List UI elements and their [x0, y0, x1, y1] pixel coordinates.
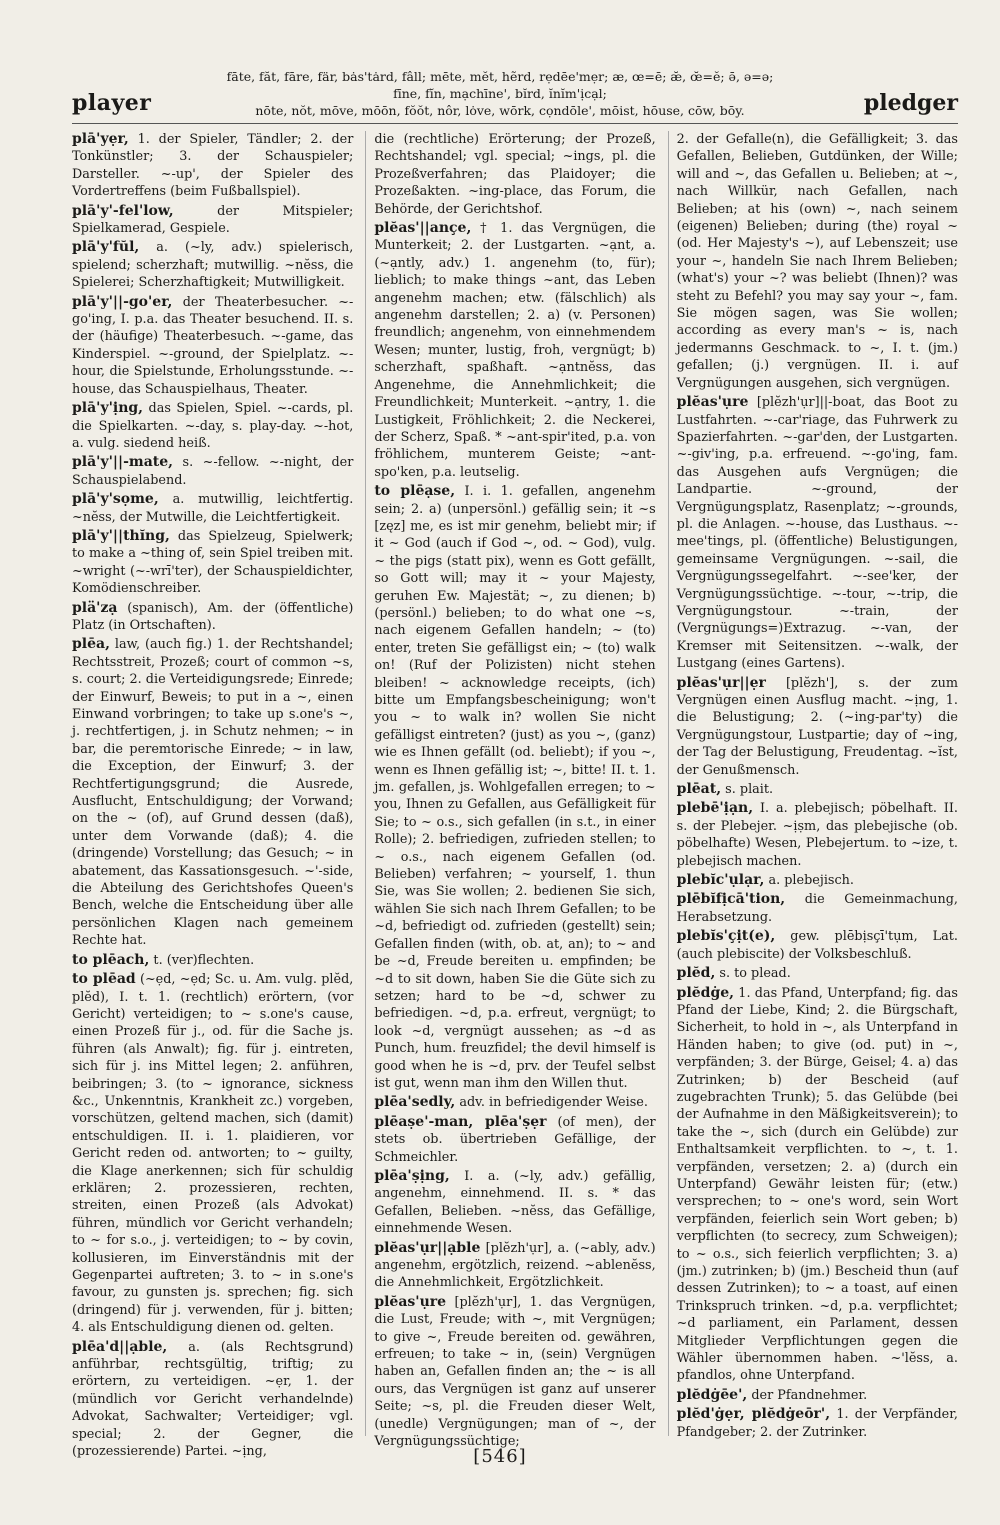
column-3	[668, 131, 958, 1440]
entry-definition: (~ẹd, ~ẹd; Sc. u. Am. vulg. plĕd, plĕd), I. t. 1. (rechtlich) erörtern, (vor Gericht) verteidigen; to ~ s.one's cause, einen Prozeß für j., od. für die Sache js. führen (als Anwalt); fig. für j. eintreten, sich für j. ins Mittel legen; 2. anführen, beibringen; 3. (to ~ ignorance, sickness &c., Unkenntnis, Krankheit zc.) vorgeben, vorschützen, geltend machen, sich (damit) entschuldigen. II. i. 1. plaidieren, vor Gericht reden od. antworten; to ~ guilty, die Klage anerkennen; sich für schuldig erklären; 2. prozessieren, rechten, streiten, einen Prozeß (als Advokat) führen, mündlich vor Gericht verhandeln; to ~ for s.o., j. verteidigen; to ~ by covin, kollusieren, im Einverständnis mit der Gegenpartei auftreten; 3. to ~ in s.one's favour, zu gunsten js. sprechen; fig. sich (dringend) für j. verwenden, für j. bitten; 4. als Entschuldigung dienen od. gelten.	[72, 972, 354, 1336]
entry-headword: plēa'ṣịng,	[374, 1167, 450, 1184]
dictionary-entry	[677, 965, 958, 982]
entry-headword: plĕdġēe',	[676, 1386, 748, 1403]
dictionary-entry	[677, 394, 958, 673]
entry-definition: der Pfandnehmer.	[751, 1387, 868, 1403]
dictionary-entry	[374, 1094, 655, 1111]
entry-definition: law, (auch fig.) 1. der Rechtshandel; Rechtsstreit, Prozeß; court of common ~s, s. court; 2. die Verteidigungsrede; Einrede; der Einwurf, Beweis; to put in a ~, einen Einwand vorbringen; to take up s.one's ~, j. rechtfertigen, j. in Schutz nehmen; ~ in bar, die peremtorische Einrede; ~ in law, die Exception, der Einwurf; 3. der Rechtfertigungsgrund; die Ausrede, Ausflucht, Entschuldigung; der Vorwand; on the ~ (of), auf Grund dessen (daß), unter dem Vorwande (daß); 4. die (dringende) Vorstellung; das Gesuch; ~ in abatement, das Kassationsgesuch. ~'-side, die Abteilung des Gerichtshofes Queen's Bench, welche die Entscheidung über alle persönlichen Klagen nach gemeinem Rechte hat.	[72, 637, 354, 949]
entry-headword: plā'y'||thĭng,	[72, 527, 170, 544]
dictionary-entry	[374, 483, 655, 1092]
entry-headword: to plēad	[72, 971, 136, 988]
entry-definition: s. plait.	[725, 782, 774, 798]
dictionary-entry	[72, 636, 353, 949]
dictionary-entry	[72, 454, 353, 489]
entry-definition: das Spielen, Spiel. ~-cards, pl. die Spielkarten. ~-day, s. play-day. ~-hot, a. vulg. siedend heiß.	[72, 401, 354, 451]
entry-headword: to plēach,	[72, 951, 150, 968]
entry-definition: I. i. 1. gefallen, angenehm sein; 2. a) (unpersönl.) gefällig sein; it ~s [zęz] me, es ist mir genehm, beliebt mir; if it ~ God (auch if God ~, od. ~ God), vulg. ~ the pigs (statt pix), wenn es Gott gefällt, so Gott will; may it ~ your Majesty, geruhen Ew. Majestät; ~, zu dienen; b) (persönl.) belieben; to do what one ~s, nach eigenem Gefallen handeln; ~ (to) enter, treten Sie gefälligst ein; ~ (to) walk on! (Ruf der Polizisten) nicht stehen bleiben! ~ acknowledge receipts, (ich) bitte um Empfangsbescheinigung; won't you ~ to walk in? wollen Sie nicht gefälligst eintreten? (just) as you ~, (ganz) wie es Ihnen gefällt (od. beliebt); if you ~, wenn es Ihnen gefällig ist; ~, bitte! II. t. 1. jm. gefallen, js. Wohlgefallen erregen; to ~ you, Ihnen zu Gefallen, aus Gefälligkeit für Sie; to ~ o.s., sich gefallen (in s.t., in einer Rolle); 2. befriedigen, zufrieden stellen; to ~ o.s., nach eigenem Gefallen (od. Belieben) verfahren; ~ yourself, 1. thun Sie, was Sie wollen; 2. bedienen Sie sich, wählen Sie sich nach Ihrem Gefallen; to be ~d, befriedigt od. zufrieden (gestellt) sein; Gefallen finden (with, ob. at, an); to ~ and be ~d, Freude bereiten u. empfinden; be ~d to sit down, haben Sie die Güte sich zu setzen; hard to be ~d, schwer zu befriedigen. ~d, p.a. erfreut, vergnügt; to look ~d, vergnügt aussehen; as ~d as Punch, hum. freuzfidel; the devil himself is good when he is ~d, prv. der Teufel selbst ist gut, wenn man ihm den Willen thut.	[374, 484, 656, 1091]
entry-headword: plēa,	[72, 636, 110, 653]
entry-definition: 1. der Verpfänder, Pfandgeber; 2. der Zutrinker.	[676, 1407, 958, 1440]
dictionary-entry	[72, 952, 353, 969]
entry-headword: plā'y'||-go'er,	[72, 293, 173, 310]
header-rule	[72, 123, 958, 124]
entry-headword: plĕas'ụre	[676, 394, 749, 411]
entry-definition: I. a. plebejisch; pöbelhaft. II. s. der Plebejer. ~ịṣm, das plebejische (ob. pöbelhafte) Wesen, Plebejertum. to ~ize, t. plebejisch machen.	[676, 801, 958, 869]
dictionary-entry	[677, 131, 958, 392]
entry-headword: plēat,	[676, 781, 722, 798]
dictionary-entry	[677, 872, 958, 889]
dictionary-entry	[677, 781, 958, 798]
dictionary-entry	[72, 528, 353, 598]
dictionary-entry	[677, 891, 958, 926]
column-2	[365, 131, 656, 1450]
entry-headword: plĕas'ụr||ạble	[374, 1239, 481, 1256]
entry-definition: [plĕzh'], s. der zum Vergnügen einen Ausflug macht. ~ịng, 1. die Belustigung; 2. (~ing-par'ty) die Vergnügungstour, Lustpartie; day of ~ing, der Tag der Belustigung, Freudentag. ~ĭst, der Genußmensch.	[676, 675, 958, 778]
dictionary-entry	[677, 675, 958, 779]
entry-headword: plēaṣe'-man, plēa'ṣẹr	[374, 1113, 547, 1130]
entry-definition: der Theaterbesucher. ~-go'ing, I. p.a. das Theater besuchend. II. s. der (häufige) Theaterbesuch. ~-game, das Kinderspiel. ~-ground, der Spielplatz. ~-hour, die Spielstunde, Erholungsstunde. ~-house, das Schauspielhaus, Theater.	[72, 294, 354, 397]
entry-definition: a. (~ly, adv.) spielerisch, spielend; scherzhaft; mutwillig. ~nĕss, die Spielerei; Scherzhaftigkeit; Mutwilligkeit.	[72, 240, 354, 291]
dictionary-entry	[72, 1339, 353, 1461]
entry-definition: I. a. (~ly, adv.) gefällig, angenehm, einnehmend. II. s. * das Gefallen, Belieben. ~nĕss, das Gefällige, einnehmende Wesen.	[374, 1168, 656, 1237]
entry-definition: a. plebejisch.	[768, 873, 854, 889]
entry-definition: der Mitspieler; Spielkamerad, Gespiele.	[72, 203, 354, 237]
entry-headword: plebē'ịạn,	[676, 800, 754, 817]
entry-headword: plebĭs'çịt(e),	[676, 928, 776, 945]
entry-definition: (of men), der stets ob. übertrieben Gefällige, der Schmeichler.	[374, 1114, 656, 1165]
entry-headword: plā'yẹr,	[72, 131, 129, 147]
entry-headword: plā'y'fŭl,	[72, 239, 140, 256]
dictionary-entry	[72, 971, 353, 1337]
dictionary-entry	[72, 239, 353, 291]
entry-definition: s. ~-fellow. ~-night, der Schauspielabend.	[72, 455, 354, 488]
entry-headword: plā'y'ịng,	[72, 400, 144, 417]
entry-definition: 2. der Gefalle(n), die Gefälligkeit; 3. das Gefallen, Belieben, Gutdünken, der Wille; will and ~, das Gefallen u. Belieben; at ~, nach Willkür, nach Gefallen, nach Belieben; at his (own) ~, nach seinem (eigenen) Belieben; during (the) royal ~ (od. Her Majesty's ~), auf Lebenszeit; use your ~, handeln Sie nach Ihrem Belieben; (what's) your ~? was beliebt (Ihnen)? was steht zu Befehl? you may say your ~, fam. Sie mögen sagen, was Sie wollen; according as every man's ~ is, nach jedermanns Geschmack. to ~, I. t. (jm.) gefallen; (j.) vergnügen. II. i. auf Vergnügungen ausgehen, sich vergnügen.	[676, 132, 958, 391]
right-guide-word: pledger	[863, 90, 958, 116]
dictionary-entry	[72, 491, 353, 526]
entry-definition: adv. in befriedigender Weise.	[459, 1095, 648, 1111]
entry-headword: plĕas'ụre	[374, 1293, 447, 1310]
entry-headword: to plēạse,	[374, 483, 456, 500]
entry-headword: plā'y'sọme,	[72, 491, 159, 508]
entry-definition: [plĕzh'ụr], a. (~ably, adv.) angenehm, ergötzlich, reizend. ~ablenĕss, die Annehmlichkeit, Ergötzlichkeit.	[374, 1240, 656, 1291]
dictionary-entry	[374, 1168, 655, 1238]
entry-definition: die (rechtliche) Erörterung; der Prozeß, Rechtshandel; vgl. special; ~ings, pl. die Prozeßverfahren; das Plaidoyer; die Prozeßakten. ~ing-place, das Forum, die Behörde, der Gerichtshof.	[374, 132, 656, 217]
entry-headword: plä'zạ	[72, 599, 118, 616]
entry-definition: 1. das Pfand, Unterpfand; fig. das Pfand der Liebe, Kind; 2. die Bürgschaft, Sicherheit, to hold in ~, als Unterpfand in Händen haben; to give (od. put) in ~, verpfänden; 3. der Bürge, Geisel; 4. a) das Zutrinken; b) der Bescheid (auf zugebrachten Trunk); 5. das Gelübde (bei der Aufnahme in den Mäßigkeitsverein); to take the ~, sich (durch ein Gelübde) zur Enthaltsamkeit verpflichten. to ~, t. 1. verpfänden, versetzen; 2. a) (durch ein Unterpfand) Gewähr leisten für; (etw.) versprechen; to ~ one's word, sein Wort verpfänden, feierlich sein Wort geben; b) verpflichten (to secrecy, zum Schweigen); to ~ o.s., sich feierlich verpflichten; 3. a) (jm.) zutrinken; b) (jm.) Bescheid thun (auf dessen Zutrinken); to ~ a toast, auf einen Trinkspruch trinken. ~d, p.a. verpflichtet; ~d parliament, ein Parlament, dessen Mitglieder Verpflichtungen gegen die Wähler übernommen haben. ~'lĕss, a. pfandlos, ohne Unterpfand.	[676, 985, 958, 1384]
entry-headword: plĕdġe,	[676, 984, 735, 1001]
page-number: [546]	[473, 1446, 527, 1467]
dictionary-entry	[374, 1294, 655, 1451]
entry-definition: s. to plead.	[719, 966, 791, 982]
page-header	[0, 60, 1000, 130]
dictionary-entry	[677, 1406, 958, 1441]
entry-headword: plĕas'ụr||ẹr	[676, 674, 766, 691]
dictionary-entry	[72, 131, 353, 201]
dictionary-entry	[72, 600, 353, 635]
pronunciation-key	[200, 68, 800, 119]
entry-definition: † 1. das Vergnügen, die Munterkeit; 2. der Lustgarten. ~ạnt, a. (~ạntly, adv.) 1. angenehm (to, für); lieblich; to make things ~ant, das Leben angenehm machen; etw. (fälschlich) als angenehm darstellen; 2. a) (v. Personen) freundlich; angenehm, von einnehmendem Wesen; munter, lustig, froh, vergnügt; b) scherzhaft, spaßhaft. ~ạntnĕss, das Angenehme, die Annehmlichkeit; die Freundlichkeit; Munterkeit. ~ạntry, 1. die Lustigkeit, Fröhlichkeit; 2. die Neckerei, der Scherz, Spaß. * ~ant-spir'ited, p.a. von fröhlichem, munterem Geiste; ~ant-spo'ken, p.a. leutselig.	[374, 221, 656, 480]
entry-definition: a. (als Rechtsgrund) anführbar, rechtsgültig, triftig; zu erörtern, zu verteidigen. ~ẹr, 1. der (mündlich vor Gericht verhandelnde) Advokat, Sachwalter; Verteidiger; vgl. special; 2. der Gegner, die (prozessierende) Partei. ~ịng,	[72, 1339, 354, 1460]
entry-headword: plēa'sedly,	[374, 1094, 456, 1111]
entry-headword: plebĭc'ụlạr,	[676, 872, 765, 889]
entry-headword: plēbĭfịcā'tion,	[676, 891, 786, 908]
entry-headword: plēa'd||ạble,	[72, 1338, 168, 1355]
dictionary-entry	[374, 1240, 655, 1292]
dictionary-entry	[677, 928, 958, 963]
entry-definition: das Spielzeug, Spielwerk; to make a ~thing of, sein Spiel treiben mit. ~wright (~-wrī'ter), der Schauspieldichter, Komödienschreiber.	[72, 528, 354, 597]
dictionary-entry	[677, 1387, 958, 1404]
dictionary-entry	[677, 985, 958, 1385]
entry-definition: t. (ver)flechten.	[153, 952, 255, 968]
entry-headword: plĕd'ġẹr, plĕdġeōr',	[676, 1406, 831, 1423]
dictionary-entry	[677, 800, 958, 870]
entry-headword: plĕd,	[676, 965, 716, 982]
entry-headword: plĕas'||ançe,	[374, 220, 472, 237]
entry-definition: (spanisch), Am. der (öffentliche) Platz (in Ortschaften).	[72, 600, 354, 633]
pronunciation-key-line: nōte, nŏt, mōve, mōōn, fŏŏt, nôr, lȯve, wōrk, cọndōle', mōist, hōuse, cōw, bōy.	[255, 103, 745, 118]
entry-definition: [plĕzh'ụr]||-boat, das Boot zu Lustfahrten. ~-car'riage, das Fuhrwerk zu Spazierfahrten. ~-gar'den, der Lustgarten. ~-giv'ing, p.a. erfreuend. ~-go'ing, fam. das Ausgehen aufs Vergnügen; die Landpartie. ~-ground, der Vergnügungsplatz, Rasenplatz; ~-grounds, pl. die Anlagen. ~-house, das Lusthaus. ~-mee'tings, pl. (öffentliche) Belustigungen, gemeinsame Vergnügungen. ~-sail, die Vergnügungssegelfahrt. ~-see'ker, der Vergnügungssüchtige. ~-tour, ~-trip, die Vergnügungstour. ~-train, der (Vergnügungs=)Extrazug. ~-van, der Kremser mit Seitensitzen. ~-walk, der Lustgang (eines Gartens).	[676, 395, 958, 672]
dictionary-entry	[374, 131, 655, 218]
pronunciation-key-line: fīne, fĭn, mạchīne', bĭrd, ĭnĭm'ịcạl;	[393, 86, 607, 101]
entry-definition: die Gemeinmachung, Herabsetzung.	[676, 892, 958, 925]
entry-headword: plā'y'-fel'low,	[72, 202, 174, 219]
left-guide-word: player	[72, 90, 152, 116]
entry-definition: a. mutwillig, leichtfertig. ~nĕss, der Mutwille, die Leichtfertigkeit.	[72, 492, 354, 525]
entry-definition: gew. plēbịsçī'tụm, Lat. (auch plebiscite) der Volksbeschluß.	[676, 929, 958, 962]
column-1	[72, 131, 354, 1460]
dictionary-entry	[72, 203, 353, 238]
dictionary-entry	[374, 1114, 655, 1166]
dictionary-entry	[72, 294, 353, 398]
dictionary-entry	[374, 220, 655, 481]
pronunciation-key-line: fāte, făt, fāre, fär, bȧs'tȧrd, fâll; mēte, mĕt, hẽrd, rẹdēe'mẹr; æ, œ=ē; æ̆, œ̆=ĕ; ə̄, ə=ə;	[226, 69, 774, 84]
entry-definition: [plĕzh'ụr], 1. das Vergnügen, die Lust, Freude; with ~, mit Vergnügen; to give ~, Freude bereiten od. gewähren, erfreuen; to take ~ in, (sein) Vergnügen haben an, Gefallen finden an; the ~ is all ours, das Vergnügen ist ganz auf unserer Seite; ~s, pl. die Freuden dieser Welt, (unedle) Vergnügungen; man of ~, der Vergnügungssüchtige;	[374, 1294, 656, 1450]
dictionary-entry	[72, 400, 353, 452]
entry-definition: 1. der Spieler, Tändler; 2. der Tonkünstler; 3. der Schauspieler; Darsteller. ~-up', der Spieler des Vordertreffens (beim Fußballspiel).	[72, 132, 354, 200]
entry-headword: plā'y'||-mate,	[72, 454, 174, 471]
